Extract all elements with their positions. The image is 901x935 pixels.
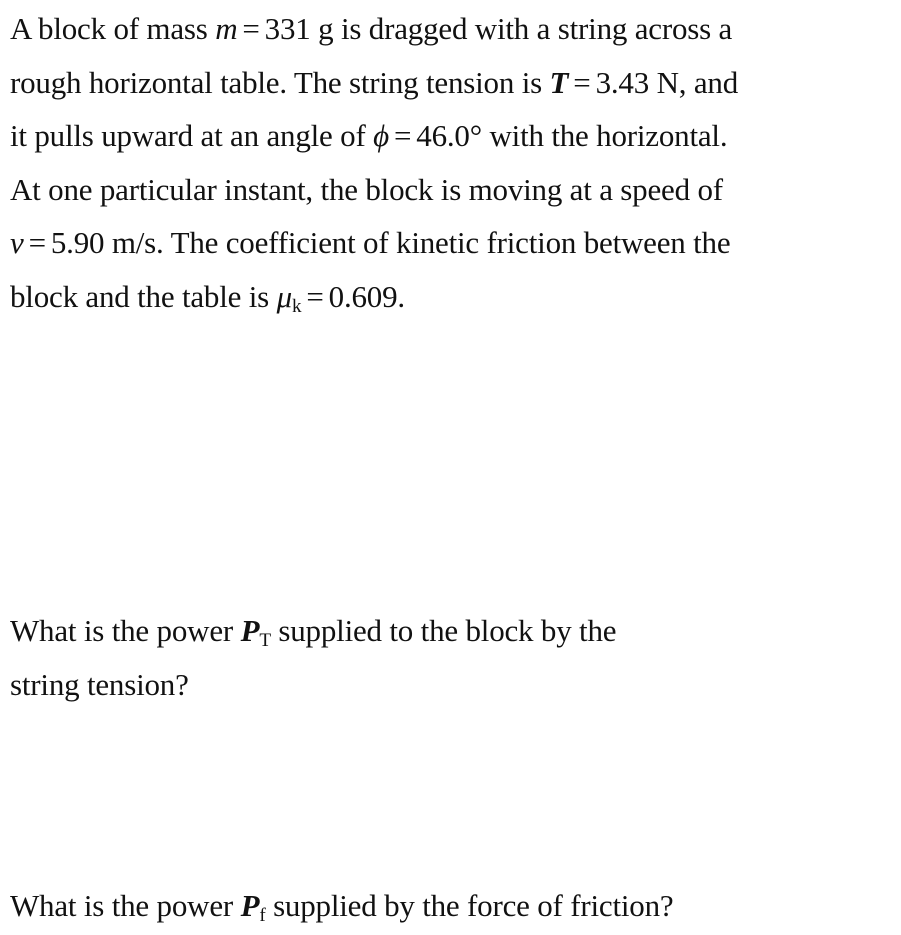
question-line <box>10 604 770 658</box>
problem-text: At one particular instant, the block is moving at a speed of <box>10 171 723 207</box>
question-tension-power <box>10 604 770 711</box>
problem-text: 0.609. <box>328 278 405 314</box>
problem-statement <box>10 2 895 323</box>
question-text: What is the power <box>10 888 241 923</box>
problem-line <box>10 270 895 324</box>
problem-text: 46.0° with the horizontal. <box>416 118 728 153</box>
equals-sign: = <box>573 64 591 100</box>
problem-text: block and the table is <box>10 278 277 314</box>
equals-sign: = <box>28 225 46 260</box>
power-symbol: P <box>240 888 260 923</box>
problem-text: 5.90 m/s. The coefficient of kinetic friction between the <box>50 225 731 260</box>
problem-text: A block of mass <box>10 11 216 46</box>
question-text: string tension? <box>10 666 189 702</box>
equals-sign: = <box>393 118 412 153</box>
angle-symbol: ϕ <box>373 118 389 153</box>
problem-text: rough horizontal table. The string tension is <box>10 64 550 100</box>
question-text: supplied to the block by the <box>270 613 617 648</box>
friction-coefficient-subscript: k <box>291 295 302 317</box>
problem-line <box>10 216 895 270</box>
mass-symbol: m <box>215 11 238 46</box>
power-subscript: f <box>259 904 266 926</box>
question-line <box>10 658 770 712</box>
equals-sign: = <box>306 278 324 314</box>
problem-text: 3.43 N, and <box>595 64 739 100</box>
problem-text: it pulls upward at an angle of <box>10 118 374 153</box>
problem-line <box>10 109 895 163</box>
question-text: supplied by the force of friction? <box>265 888 674 923</box>
question-line <box>10 879 895 933</box>
question-friction-power <box>10 879 895 933</box>
power-symbol: P <box>240 613 260 648</box>
speed-symbol: v <box>10 225 24 260</box>
equals-sign: = <box>242 11 260 46</box>
power-subscript: T <box>259 629 271 651</box>
problem-line <box>10 56 895 110</box>
tension-symbol: T <box>549 64 569 100</box>
problem-line <box>10 2 895 56</box>
friction-coefficient-symbol: μ <box>276 278 292 314</box>
problem-text: 331 g is dragged with a string across a <box>264 11 733 46</box>
question-text: What is the power <box>10 613 241 648</box>
problem-line <box>10 163 895 217</box>
